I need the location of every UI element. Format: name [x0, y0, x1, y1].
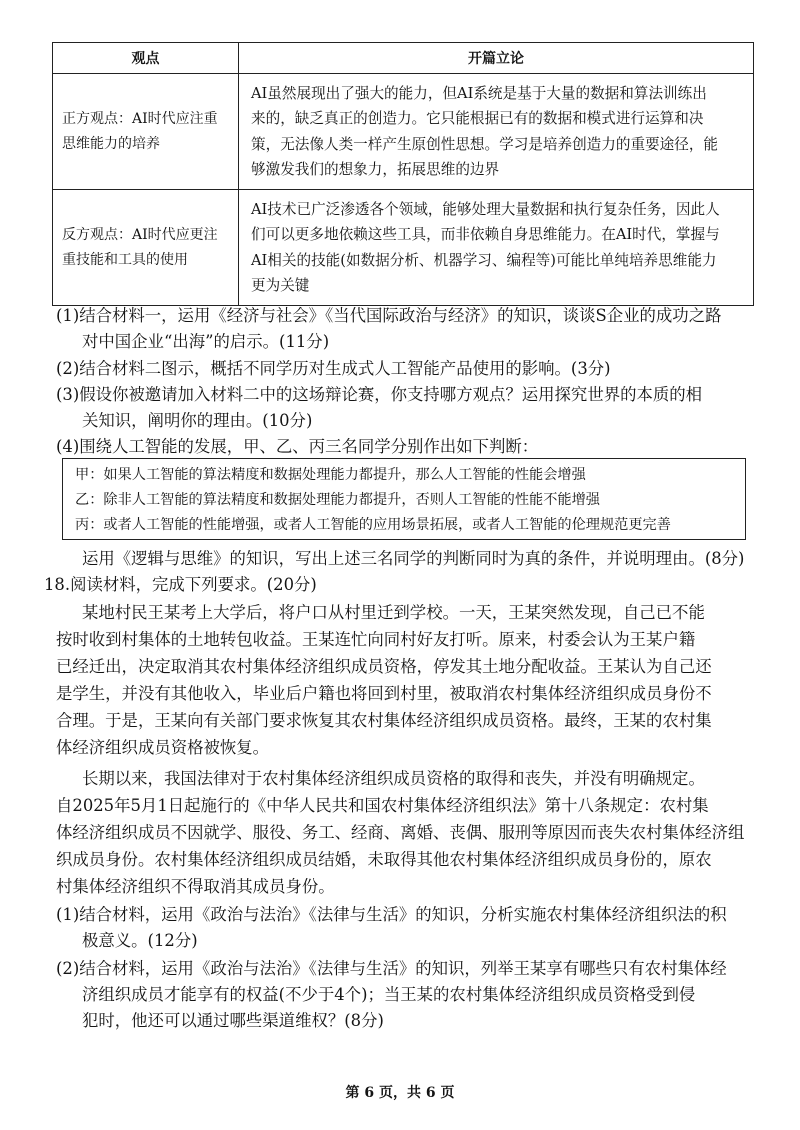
- argument-line: AI技术已广泛渗透各个领域，能够处理大量数据和执行复杂任务，因此人: [251, 200, 720, 218]
- q18-sub2-line1: (2)结合材料，运用《政治与法治》《法律与生活》的知识，列举王某享有哪些只有农村集体经: [56, 959, 727, 978]
- q18-sub1-line1: (1)结合材料，运用《政治与法治》《法律与生活》的知识，分析实施农村集体经济组织法的积: [56, 905, 727, 924]
- q18-para1-line: 按时收到村集体的土地转包收益。王某连忙向同村好友打听。原来，村委会认为王某户籍: [56, 630, 696, 649]
- header-opening-argument: 开篇立论: [239, 43, 754, 74]
- argument-line: 们可以更多地依赖这些工具，而非依赖自身思维能力。在AI时代，掌握与: [251, 226, 720, 243]
- q18-para1-line: 合理。于是，王某向有关部门要求恢复其农村集体经济组织成员资格。最终，王某的农村集: [56, 711, 712, 730]
- q17-sub1-line1: (1)结合材料一，运用《经济与社会》《当代国际政治与经济》的知识，谈谈S企业的成功之路: [56, 306, 722, 325]
- header-viewpoint: 观点: [53, 43, 239, 74]
- q17-sub3-line1: (3)假设你被邀请加入材料二中的这场辩论赛，你支持哪方观点？运用探究世界的本质的相: [56, 385, 703, 404]
- table-row-negative: [53, 190, 754, 306]
- q18-para1-line: 某地村民王某考上大学后，将户口从村里迁到学校。一天，王某突然发现，自己已不能: [82, 603, 705, 622]
- q18-sub1-line2: 极意义。(12分): [82, 931, 198, 950]
- side-line: 正方观点：AI时代应注重: [62, 110, 218, 127]
- argument-line: 来的，缺乏真正的创造力。它只能根据已有的数据和模式进行运算和决: [251, 110, 704, 127]
- q17-sub1-line2: 对中国企业“出海”的启示。(11分): [82, 332, 330, 351]
- negative-argument: [239, 190, 754, 306]
- q18-para2-line: 体经济组织成员不因就学、服役、务工、经商、离婚、丧偶、服刑等原因而丧失农村集体经济组: [56, 823, 745, 842]
- q17-sub4-line1: (4)围绕人工智能的发展，甲、乙、丙三名同学分别作出如下判断：: [56, 437, 539, 456]
- argument-line: AI虽然展现出了强大的能力，但AI系统是基于大量的数据和算法训练出: [251, 84, 707, 102]
- page-footer: 第 6 页，共 6 页: [345, 1085, 455, 1101]
- affirmative-side: [53, 74, 239, 190]
- q17-sub4-tail: 运用《逻辑与思维》的知识，写出上述三名同学的判断同时为真的条件，并说明理由。(8分): [82, 549, 745, 568]
- q18-para2-line: 长期以来，我国法律对于农村集体经济组织成员资格的取得和丧失，并没有明确规定。: [82, 769, 705, 788]
- q18-sub2-line3: 犯时，他还可以通过哪些渠道维权？(8分): [82, 1011, 384, 1030]
- q18-para1-line: 已经迁出，决定取消其农村集体经济组织成员资格，停发其土地分配收益。王某认为自己还: [56, 657, 712, 676]
- judgement-jia: 甲：如果人工智能的算法精度和数据处理能力都提升，那么人工智能的性能会增强: [75, 467, 586, 483]
- q18-para1-line: 是学生，并没有其他收入，毕业后户籍也将回到村里，被取消农村集体经济组织成员身份不: [56, 684, 712, 703]
- side-line: 重技能和工具的使用: [62, 251, 188, 268]
- affirmative-argument: [239, 74, 754, 190]
- q17-sub3-line2: 关知识，阐明你的理由。(10分): [82, 411, 313, 430]
- table-header-row: [53, 43, 754, 74]
- negative-side: [53, 190, 239, 306]
- side-line: 反方观点：AI时代应更注: [62, 226, 218, 243]
- q18-para2-line: 自2025年5月1日起施行的《中华人民共和国农村集体经济组织法》第十八条规定：农村集: [56, 796, 709, 815]
- side-line: 思维能力的培养: [62, 135, 160, 152]
- argument-line: AI相关的技能(如数据分析、机器学习、编程等)可能比单纯培养思维能力: [251, 251, 717, 269]
- debate-table: [52, 42, 754, 306]
- q18-para2-line: 村集体经济组织不得取消其成员身份。: [56, 877, 335, 896]
- judgement-box: [62, 458, 746, 540]
- table-row-affirmative: [53, 74, 754, 190]
- argument-line: 更为关键: [251, 277, 310, 294]
- argument-line: 策，无法像人类一样产生原创性思想。学习是培养创造力的重要途径，能: [251, 135, 719, 153]
- q18-sub2-line2: 济组织成员才能享有的权益(不少于4个)；当王某的农村集体经济组织成员资格受到侵: [82, 985, 696, 1004]
- judgement-bing: 丙：或者人工智能的性能增强，或者人工智能的应用场景拓展，或者人工智能的伦理规范更完善: [75, 517, 671, 533]
- judgement-yi: 乙：除非人工智能的算法精度和数据处理能力都提升，否则人工智能的性能不能增强: [75, 492, 600, 508]
- q18-para2-line: 织成员身份。农村集体经济组织成员结婚，未取得其他农村集体经济组织成员身份的，原农: [56, 850, 712, 869]
- q17-sub2-line1: (2)结合材料二图示，概括不同学历对生成式人工智能产品使用的影响。(3分): [56, 359, 611, 378]
- argument-line: 够激发我们的想象力，拓展思维的边界: [251, 161, 500, 178]
- q18-title: 18.阅读材料，完成下列要求。(20分): [44, 575, 317, 594]
- q18-para1-line: 体经济组织成员资格被恢复。: [56, 738, 270, 757]
